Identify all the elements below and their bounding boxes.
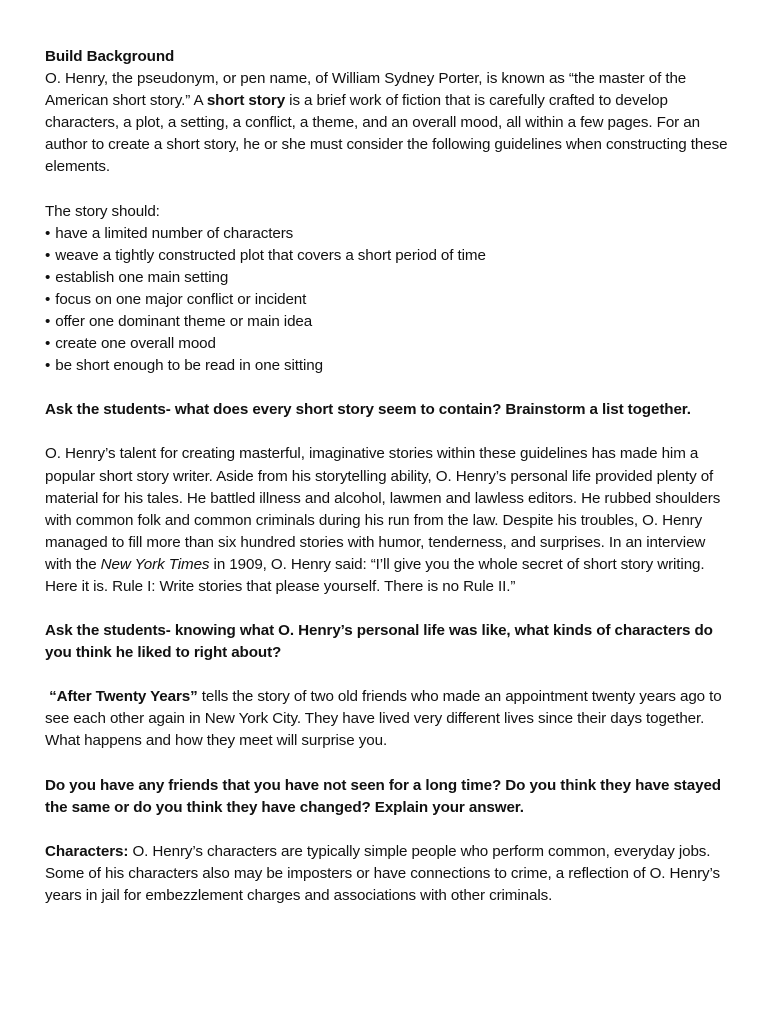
guidelines-list: [45, 223, 728, 378]
list-item-text: weave a tightly constructed plot that covers a short period of time: [55, 246, 486, 264]
biography-paragraph: [45, 443, 728, 598]
intro-text-2: is a brief work of fiction that is carefully crafted to develop characters, a plot, a setting, a conflict, a theme, and an overall mood, all within a few pages. For an author to create a short story, he or she must consider the following guidelines when constructing these elements.: [45, 92, 728, 176]
list-item: [45, 289, 728, 311]
prompt-brainstorm: Ask the students- what does every short story seem to contain? Brainstorm a list together.: [45, 401, 691, 419]
prompt-friends: Do you have any friends that you have not seen for a long time? Do you think they have stayed the same or do you think they have changed? Explain your answer.: [45, 776, 721, 816]
list-item: [45, 333, 728, 355]
bullet-icon: •: [45, 290, 51, 308]
list-intro: The story should:: [45, 202, 160, 220]
list-item: [45, 355, 728, 377]
list-item-text: create one overall mood: [55, 335, 216, 353]
intro-text-1: O. Henry, the pseudonym, or pen name, of William Sydney Porter, is known as “the master of the American short story.” A: [45, 70, 687, 110]
story-summary-paragraph: [45, 686, 728, 752]
story-summary-text: tells the story of two old friends who made an appointment twenty years ago to see each other again in New York City. They have lived very different lives since their days together. What happens and how they meet will surprise you.: [45, 688, 722, 750]
list-item: [45, 245, 728, 267]
intro-paragraph: [45, 46, 728, 179]
list-item: [45, 311, 728, 333]
list-item-text: focus on one major conflict or incident: [55, 290, 307, 308]
list-item: [45, 267, 728, 289]
list-item-text: offer one dominant theme or main idea: [55, 313, 313, 331]
characters-label: Characters:: [45, 842, 129, 860]
bullet-icon: •: [45, 268, 51, 286]
biography-text-2: in 1909, O. Henry said: “I’ll give you the whole secret of short story writing. Here it is. Rule I: Write stories that please yourself. There is no Rule II.”: [45, 555, 705, 595]
bullet-icon: •: [45, 246, 51, 264]
characters-text: O. Henry’s characters are typically simple people who perform common, everyday jobs. Some of his characters also may be imposters or have connections to crime, a reflection of O. Henry’s years in jail for embezzlement charges and associations with other criminals.: [45, 842, 721, 904]
publication-name: New York Times: [100, 555, 210, 573]
prompt-characters: Ask the students- knowing what O. Henry’s personal life was like, what kinds of characters do you think he liked to right about?: [45, 622, 713, 662]
list-item: [45, 223, 728, 245]
biography-text-1: O. Henry’s talent for creating masterful, imaginative stories within these guidelines has made him a popular short story writer. Aside from his storytelling ability, O. Henry’s personal life provided plenty of material for his tales. He battled illness and alcohol, lawmen and lawless editors. He rubbed shoulders with common folk and common criminals during his run from the law. Despite his troubles, O. Henry managed to fill more than six hundred stories with humor, tenderness, and surprises. In an interview with the: [45, 445, 721, 573]
bullet-icon: •: [45, 335, 51, 353]
section-heading: Build Background: [45, 48, 175, 65]
list-item-text: establish one main setting: [55, 268, 229, 286]
characters-paragraph: [45, 841, 728, 907]
list-item-text: have a limited number of characters: [55, 224, 294, 242]
term-short-story: short story: [206, 92, 286, 110]
bullet-icon: •: [45, 313, 51, 331]
story-title: “After Twenty Years”: [45, 688, 198, 706]
guidelines-block: [45, 201, 728, 378]
list-item-text: be short enough to be read in one sitting: [55, 357, 324, 375]
bullet-icon: •: [45, 224, 51, 242]
bullet-icon: •: [45, 357, 51, 375]
